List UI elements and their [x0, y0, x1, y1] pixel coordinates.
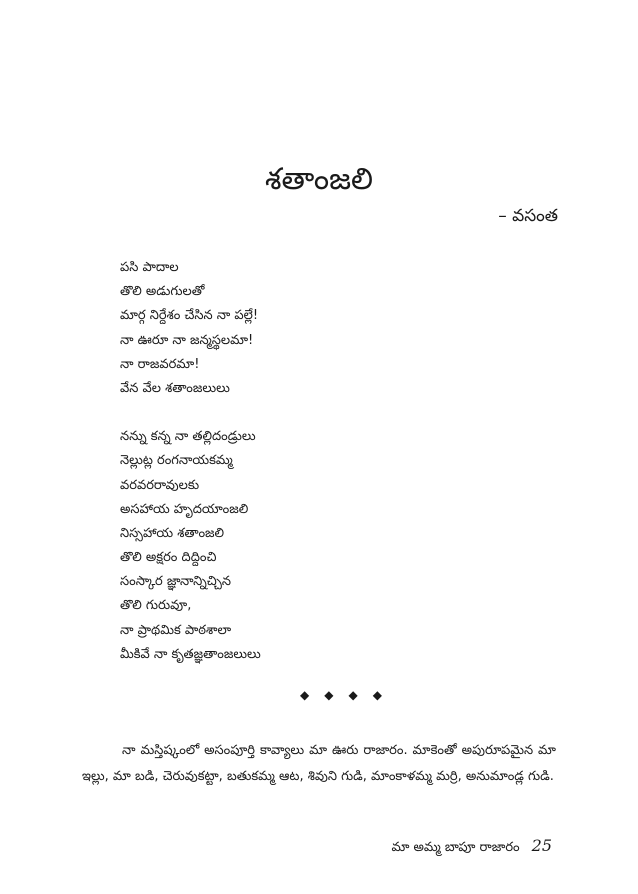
- poem-line: నన్ను కన్న నా తల్లిదండ్రులు: [120, 429, 256, 445]
- poem-line: తొలి గురువూ,: [120, 598, 192, 614]
- poem-line: నా ప్రాథమిక పాఠశాలా: [120, 622, 232, 638]
- poem-line: సంస్కార జ్ఞానాన్నిచ్చిన: [120, 574, 231, 590]
- poem-line: నా ఊరూ నా జన్మస్థలమా!: [120, 332, 254, 348]
- page-number: 25: [531, 836, 552, 855]
- poem-line: వరవరరావులకు: [120, 477, 200, 493]
- poem-line: నిస్సహాయ శతాంజలి: [120, 525, 225, 541]
- diamond-icon: ◆: [348, 688, 358, 702]
- poem-line: మార్గ నిర్దేశం చేసిన నా పల్లే!: [120, 308, 259, 324]
- poem-stanza-1: [120, 256, 261, 401]
- poem-stanza-2: [120, 425, 261, 667]
- poem-line: వేన వేల శతాంజలులు: [120, 380, 230, 396]
- diamond-icon: ◆: [324, 688, 334, 702]
- diamond-icon: ◆: [300, 688, 310, 702]
- poem-line: అసహాయ హృదయాంజలి: [120, 501, 249, 517]
- poem-line: పసి పాదాల: [120, 260, 179, 275]
- prose-paragraph: [82, 738, 556, 790]
- diamond-icon: ◆: [372, 688, 382, 702]
- poem-line: నెల్లుట్ల రంగనాయకమ్మ: [120, 453, 233, 469]
- poem-line: తొలి అక్షరం దిద్దించి: [120, 550, 217, 566]
- poem-line: మీకివే నా కృతజ్ఞతాంజలులు: [120, 646, 261, 662]
- author-byline: – వసంత: [498, 206, 558, 226]
- page-footer: [391, 836, 552, 858]
- poem-line: తొలి అడుగులతో: [120, 284, 205, 300]
- prose-text: నా మస్తిష్కంలో అసంపూర్తి కావ్యాలు మా ఊరు రాజారం. మాకెంతో అపురూపమైన మా ఇల్లు, మా బడి, చెరువుకట్టా, బతుకమ్మ ఆట, శివుని గుడి, మాంకాళమ్మ మర్రి, అనుమాండ్ల గుడి.: [82, 743, 556, 784]
- section-separator: [300, 688, 382, 702]
- poem-line: నా రాజవరమా!: [120, 356, 200, 372]
- poem: [120, 256, 261, 691]
- footer-book-title: మా అమ్మ బాపూ రాజారం: [391, 840, 520, 855]
- page-title: శతాంజలి: [264, 162, 374, 197]
